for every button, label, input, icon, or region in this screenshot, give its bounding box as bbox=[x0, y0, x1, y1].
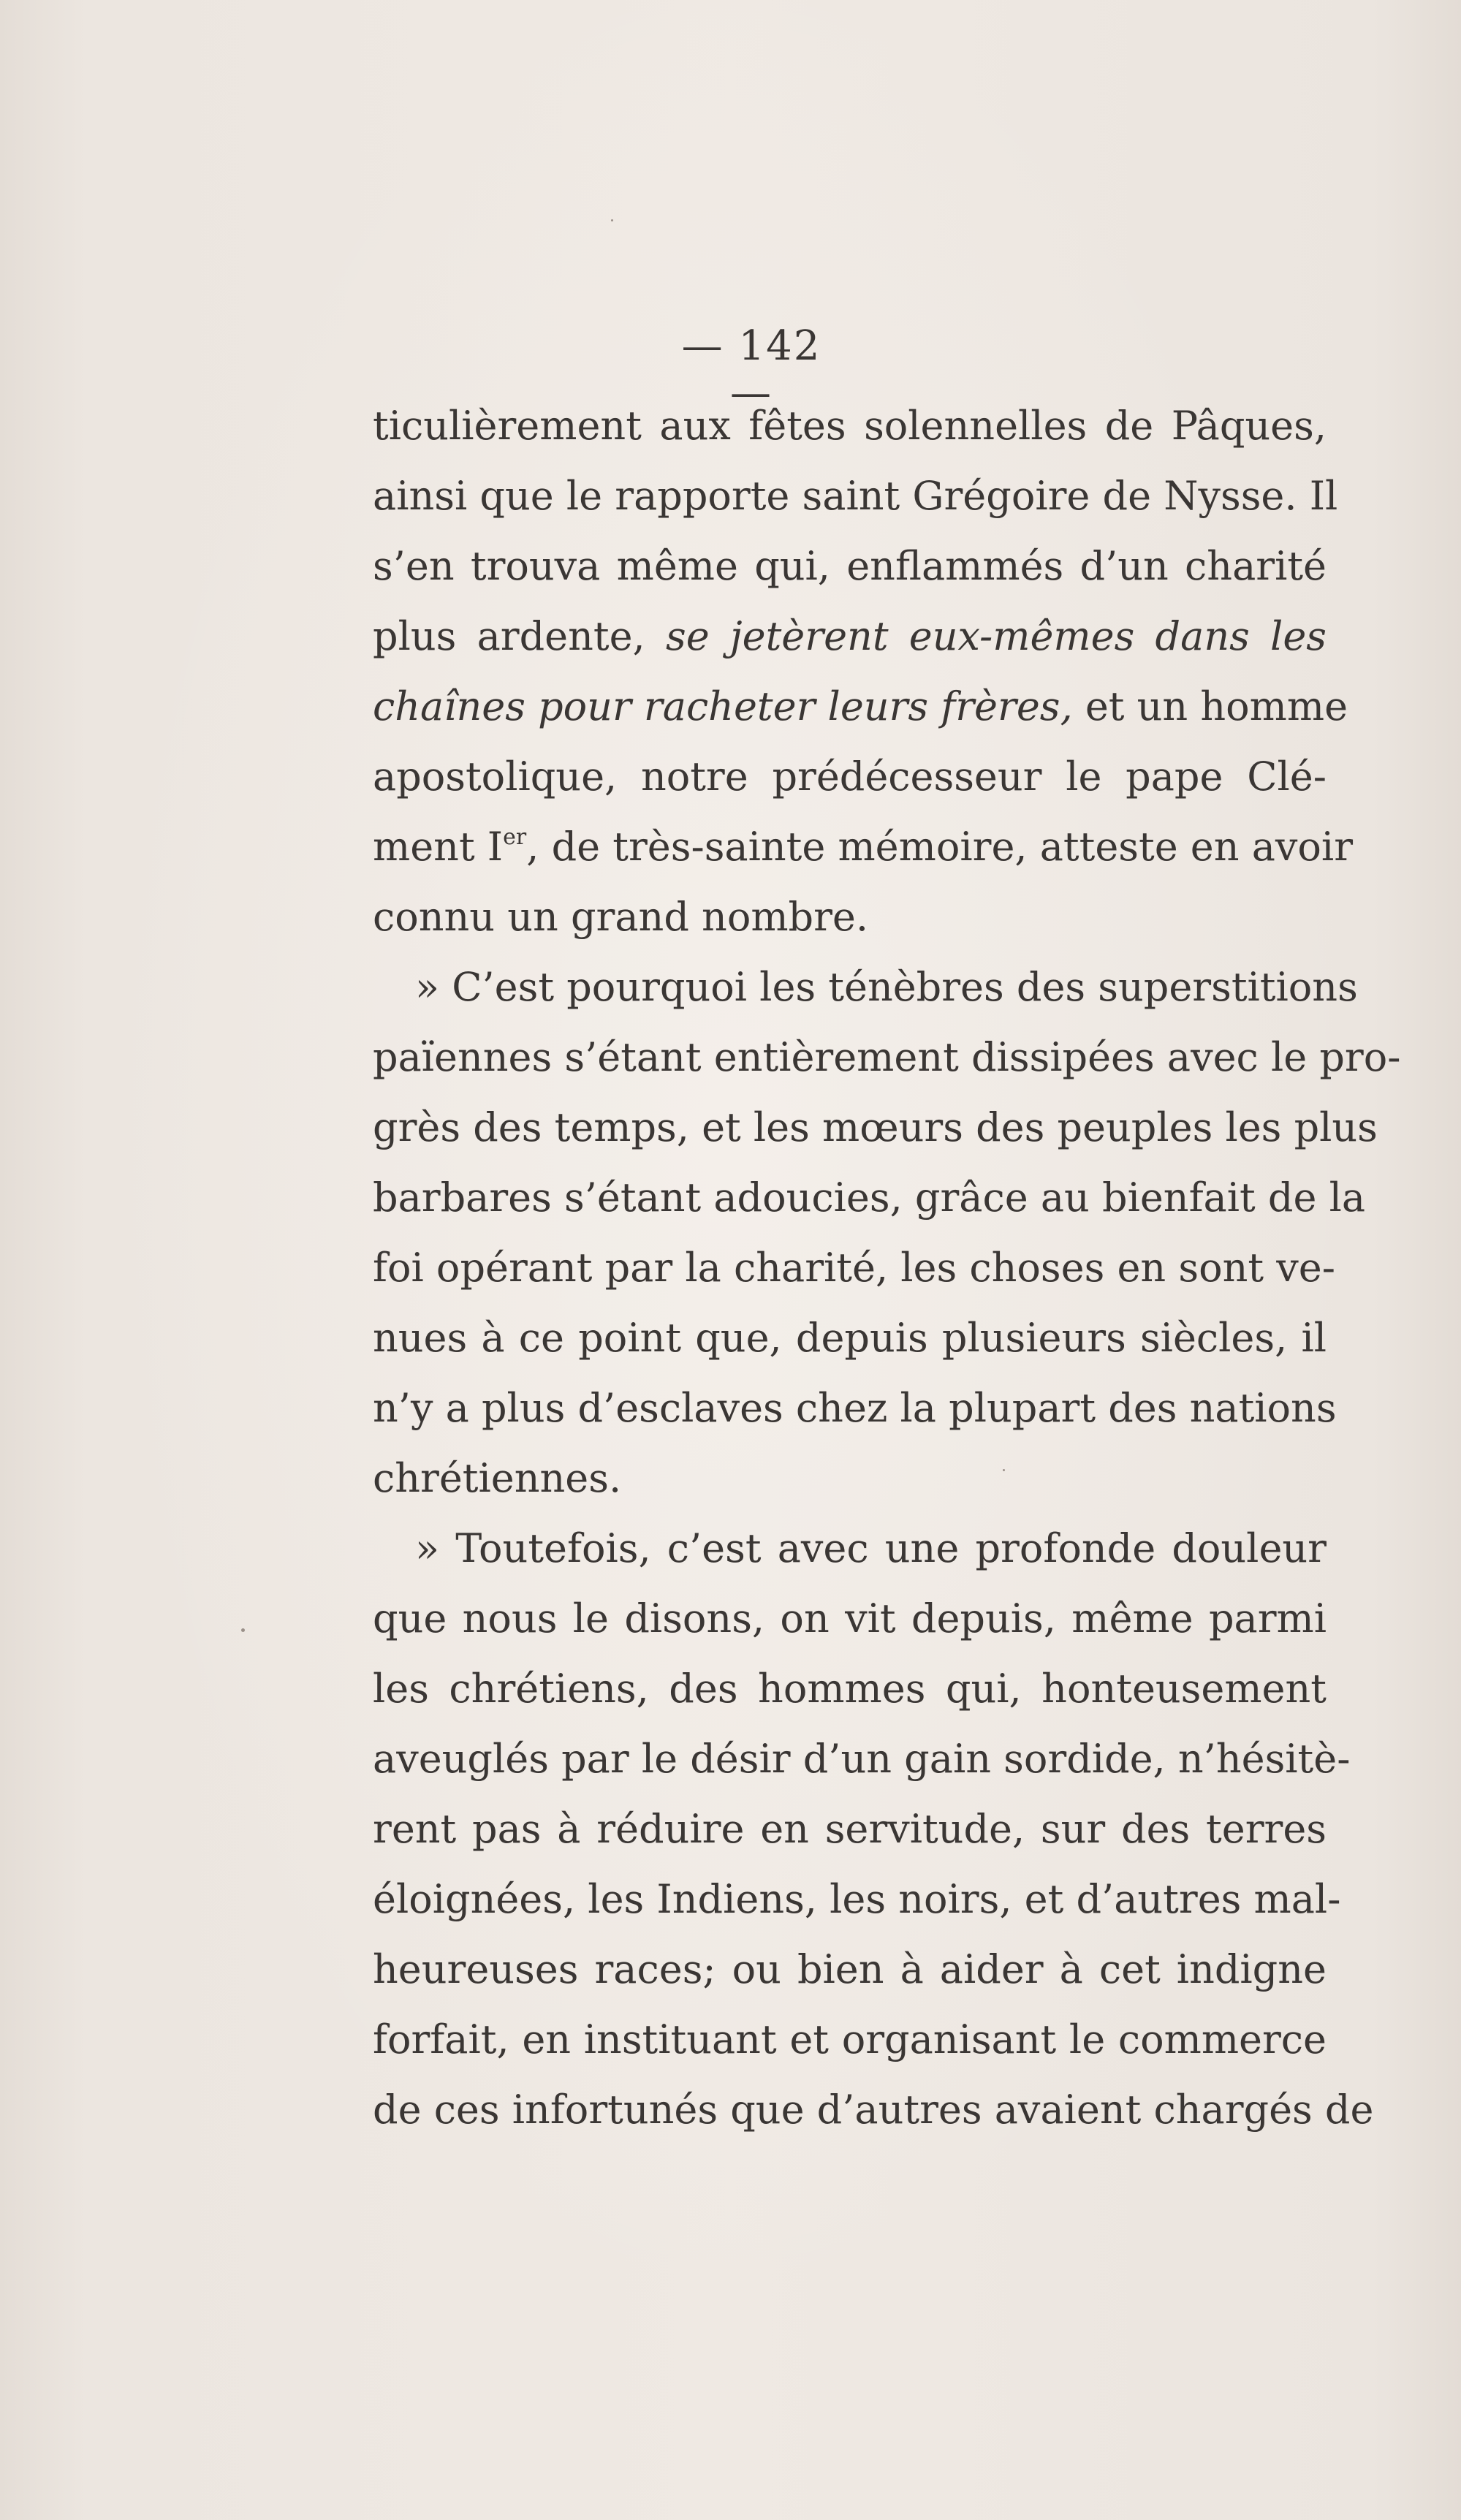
page-number: — 142 — bbox=[681, 322, 821, 417]
text-line: que nous le disons, on vit depuis, même parmi bbox=[373, 1595, 1327, 1642]
text-line: ainsi que le rapporte saint Grégoire de Nysse. Il bbox=[373, 473, 1338, 519]
text-segment: plus ardente, bbox=[373, 613, 666, 659]
text-line: apostolique, notre prédécesseur le pape Clé- bbox=[373, 754, 1327, 800]
paper-speck bbox=[611, 219, 613, 221]
text-line bbox=[373, 601, 1327, 672]
text-line: forfait, en instituant et organisant le commerce bbox=[373, 2016, 1327, 2062]
superscript: er bbox=[503, 824, 527, 850]
text-line: chrétiennes. bbox=[373, 1455, 622, 1501]
text-line: rent pas à réduire en servitude, sur des terres bbox=[373, 1806, 1327, 1852]
text-line: éloignées, les Indiens, les noirs, et d’autres mal- bbox=[373, 1876, 1341, 1922]
italic-text-segment: chaînes pour racheter leurs frères, bbox=[373, 683, 1073, 729]
text-line: heureuses races; ou bien à aider à cet indigne bbox=[373, 1946, 1327, 1992]
text-line: païennes s’étant entièrement dissipées avec le pro- bbox=[373, 1034, 1401, 1080]
body-text bbox=[373, 391, 1401, 2145]
paragraph-first-line: » C’est pourquoi les ténèbres des superstitions bbox=[415, 964, 1358, 1010]
text-line bbox=[373, 672, 1348, 742]
paragraph-first-line: » Toutefois, c’est avec une profonde douleur bbox=[415, 1525, 1327, 1571]
text-line: nues à ce point que, depuis plusieurs siècles, il bbox=[373, 1315, 1327, 1361]
italic-text-segment: se jetèrent eux-mêmes dans les bbox=[665, 613, 1327, 659]
text-line: les chrétiens, des hommes qui, honteusement bbox=[373, 1666, 1327, 1712]
text-line: aveuglés par le désir d’un gain sordide, n’hésitè- bbox=[373, 1736, 1351, 1782]
text-segment: , de très-sainte mémoire, atteste en avoir bbox=[526, 824, 1354, 870]
text-line: connu un grand nombre. bbox=[373, 894, 869, 940]
text-line: barbares s’étant adoucies, grâce au bienfait de la bbox=[373, 1174, 1366, 1221]
paper-speck bbox=[241, 1628, 245, 1632]
text-segment: ment I bbox=[373, 824, 504, 870]
text-line bbox=[373, 812, 1354, 882]
text-line: foi opérant par la charité, les choses en sont ve- bbox=[373, 1245, 1335, 1291]
text-line: s’en trouva même qui, enflammés d’un charité bbox=[373, 543, 1327, 589]
text-line: de ces infortunés que d’autres avaient chargés de bbox=[373, 2087, 1374, 2133]
text-segment: et un homme bbox=[1072, 683, 1348, 729]
text-line: ticulièrement aux fêtes solennelles de Pâques, bbox=[373, 403, 1327, 449]
text-line: n’y a plus d’esclaves chez la plupart des nations bbox=[373, 1385, 1337, 1431]
text-line: grès des temps, et les mœurs des peuples les plus bbox=[373, 1104, 1378, 1150]
